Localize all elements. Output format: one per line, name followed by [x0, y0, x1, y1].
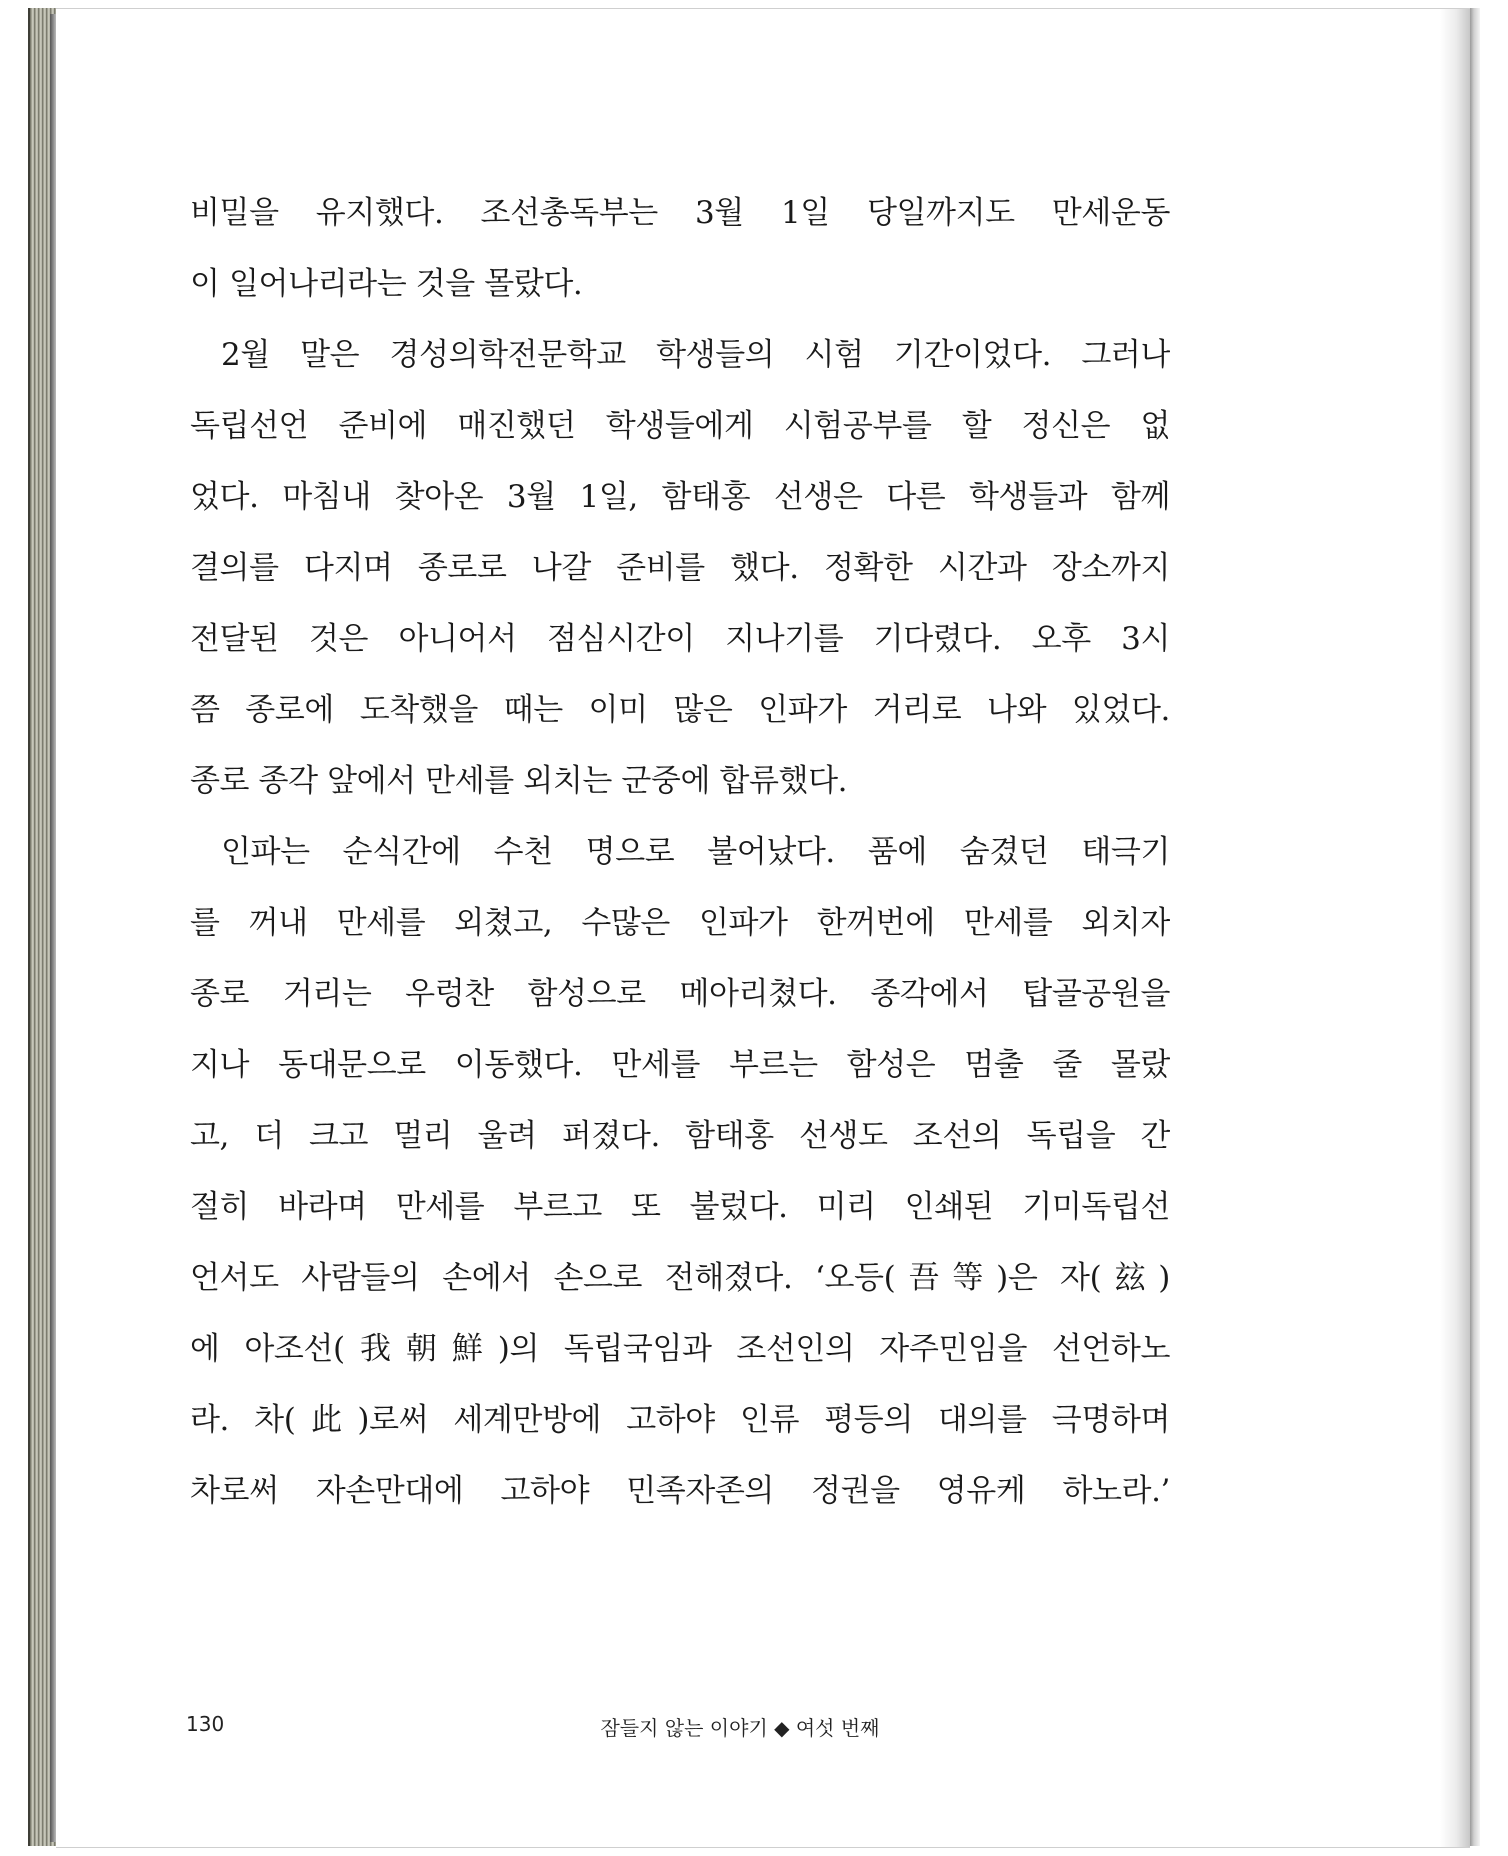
text-line: 인파는 순식간에 수천 명으로 불어났다. 품에 숨겼던 태극기	[221, 834, 1170, 870]
text-line: 를 꺼내 만세를 외쳤고, 수많은 인파가 한꺼번에 만세를 외치자	[190, 905, 1170, 941]
text-line: 결의를 다지며 종로로 나갈 준비를 했다. 정확한 시간과 장소까지	[190, 550, 1170, 586]
text-line: 었다. 마침내 찾아온 3월 1일, 함태홍 선생은 다른 학생들과 함께	[190, 479, 1170, 515]
text-line: 전달된 것은 아니어서 점심시간이 지나기를 기다렸다. 오후 3시	[190, 621, 1170, 657]
text-line: 언서도 사람들의 손에서 손으로 전해졌다. ‘오등(吾等)은 자(玆)	[190, 1260, 1170, 1296]
text-line: 독립선언 준비에 매진했던 학생들에게 시험공부를 할 정신은 없	[190, 408, 1170, 444]
text-line: 에 아조선(我朝鮮)의 독립국임과 조선인의 자주민임을 선언하노	[190, 1331, 1170, 1367]
text-line: 2월 말은 경성의학전문학교 학생들의 시험 기간이었다. 그러나	[221, 337, 1170, 373]
text-line: 이 일어나리라는 것을 몰랐다.	[190, 266, 583, 302]
text-line: 종로 거리는 우렁찬 함성으로 메아리쳤다. 종각에서 탑골공원을	[190, 976, 1170, 1012]
text-line: 차로써 자손만대에 고하야 민족자존의 정권을 영유케 하노라.’	[190, 1473, 1170, 1509]
text-line: 비밀을 유지했다. 조선총독부는 3월 1일 당일까지도 만세운동	[190, 195, 1170, 231]
page-right-edge	[1470, 8, 1480, 1846]
running-head: 잠들지 않는 이야기 ◆ 여섯 번째	[600, 1716, 880, 1740]
text-line: 지나 동대문으로 이동했다. 만세를 부르는 함성은 멈출 줄 몰랐	[190, 1047, 1170, 1083]
body-text	[190, 178, 1170, 1527]
page-number: 130	[186, 1712, 225, 1736]
text-line: 종로 종각 앞에서 만세를 외치는 군중에 합류했다.	[190, 763, 848, 799]
text-line: 고, 더 크고 멀리 울려 퍼졌다. 함태홍 선생도 조선의 독립을 간	[190, 1118, 1170, 1154]
text-line: 쯤 종로에 도착했을 때는 이미 많은 인파가 거리로 나와 있었다.	[190, 692, 1170, 728]
text-line: 절히 바라며 만세를 부르고 또 불렀다. 미리 인쇄된 기미독립선	[190, 1189, 1170, 1225]
spine-shadow	[1440, 9, 1470, 1847]
text-line: 라. 차(此)로써 세계만방에 고하야 인류 평등의 대의를 극명하며	[190, 1402, 1170, 1438]
